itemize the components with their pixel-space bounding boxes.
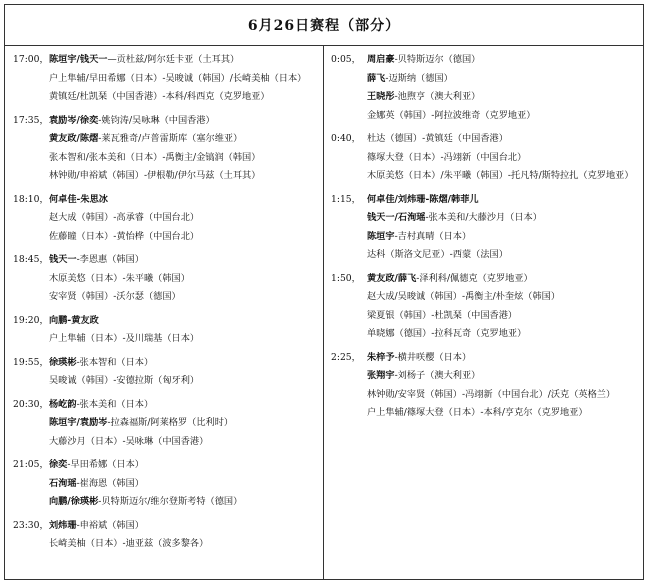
match-line	[323, 167, 643, 185]
match-line	[323, 228, 643, 246]
match-line	[5, 330, 323, 348]
opponent-text: —贡杜兹/阿尔廷卡亚（土耳其）	[107, 54, 240, 65]
match-line	[323, 325, 643, 343]
opponent-text: -贝特斯迈尔/维尔登斯考特（德国）	[98, 496, 243, 507]
chinese-player: 陈垣宇	[367, 230, 395, 242]
match-line	[5, 149, 323, 167]
match-players	[49, 51, 239, 69]
chinese-player: 张翔宇	[367, 370, 395, 381]
match-time: 1:15，	[331, 193, 361, 205]
opponent-text: 户上隼辅（日本）-及川瑞基（日本）	[49, 333, 200, 344]
match-players	[49, 228, 199, 246]
match-players	[49, 354, 153, 372]
match-players	[367, 130, 508, 148]
match-players	[367, 209, 542, 227]
opponent-text: -张本智和（日本）	[76, 356, 154, 368]
match-time: 17:35，	[13, 114, 49, 126]
match-time: 18:45，	[13, 254, 49, 265]
match-players	[367, 307, 517, 325]
opponent-text: 长崎美柚（日本）-迪亚兹（波多黎各）	[49, 538, 209, 549]
match-line	[5, 354, 323, 372]
match-players	[367, 270, 533, 288]
opponent-text: 木原美悠（日本）/朱平曦（韩国）-托凡特/斯特拉扎（克罗地亚）	[367, 170, 634, 181]
schedule-table	[4, 4, 644, 580]
match-players	[49, 456, 144, 474]
match-players	[49, 493, 242, 511]
match-players	[367, 246, 508, 264]
match-players	[49, 270, 190, 288]
match-line	[323, 246, 643, 264]
chinese-player: 杨屹韵	[49, 398, 77, 410]
match-time: 19:20，	[13, 314, 49, 326]
chinese-player: 向鹏-黄友政	[49, 314, 99, 326]
opponent-text: -崔海恩（韩国）	[76, 477, 144, 489]
match-players	[49, 517, 144, 535]
match-players	[49, 209, 199, 227]
opponent-text: -申裕斌（韩国）	[76, 519, 144, 531]
chinese-player: 何卓佳-朱思冰	[49, 193, 108, 205]
opponent-text: -吉村真晴（日本）	[394, 230, 472, 242]
opponent-text: 吴晙诚（韩国）-安德拉斯（匈牙利）	[49, 375, 200, 386]
opponent-text: 户上隼辅/早田希娜（日本）-吴晙诚（韩国）/长崎美柚（日本）	[49, 72, 307, 84]
chinese-player: 钱天一/石洵瑶	[367, 212, 426, 223]
chinese-player: 钱天一	[49, 254, 77, 265]
match-line	[323, 70, 643, 88]
match-players	[367, 404, 588, 422]
match-players	[49, 312, 99, 330]
match-line	[5, 70, 323, 88]
match-line	[5, 456, 323, 474]
opponent-text: 大藤沙月（日本）-吴咏琳（中国香港）	[49, 435, 209, 447]
match-players	[49, 167, 260, 185]
match-players	[49, 149, 260, 167]
match-line	[323, 270, 643, 288]
match-line	[323, 288, 643, 306]
opponent-text: 赵大成/吴晙诚（韩国）-禹衡主/朴奎炫（韩国）	[367, 291, 561, 302]
opponent-text: -张本美和/大藤沙月（日本）	[425, 212, 542, 223]
opponent-text: -李恩惠（韩国）	[76, 254, 144, 265]
match-line	[323, 367, 643, 385]
opponent-text: -姚钧涛/吴咏琳（中国香港）	[98, 114, 215, 126]
match-line	[5, 414, 323, 432]
match-line	[5, 51, 323, 69]
match-time: 20:30，	[13, 398, 49, 410]
match-players	[49, 288, 181, 306]
opponent-text: 黄镇廷/杜凯琹（中国香港）-本科/科西克（克罗地亚）	[49, 91, 270, 102]
match-line	[323, 149, 643, 167]
match-time: 2:25，	[331, 351, 361, 363]
match-line	[5, 288, 323, 306]
match-line	[5, 209, 323, 227]
opponent-text: -泽利科/佩德克（克罗地亚）	[416, 272, 533, 284]
opponent-text: -池煦亨（澳大利亚）	[394, 91, 481, 102]
match-players	[49, 475, 144, 493]
match-line	[5, 251, 323, 269]
match-line	[5, 475, 323, 493]
match-players	[367, 167, 634, 185]
opponent-text: 梁夏银（韩国）-杜凯琹（中国香港）	[367, 309, 518, 321]
match-line	[5, 112, 323, 130]
match-line	[323, 88, 643, 106]
opponent-text: -张本美和（日本）	[76, 398, 154, 410]
match-players	[367, 70, 453, 88]
chinese-player: 周启豪	[367, 54, 395, 65]
match-players	[49, 112, 215, 130]
match-players	[367, 386, 615, 404]
match-time: 0:40，	[331, 133, 361, 144]
match-line	[5, 130, 323, 148]
match-line	[5, 396, 323, 414]
match-line	[5, 88, 323, 106]
opponent-text: 木原美悠（日本）-朱平曦（韩国）	[49, 272, 190, 284]
match-time: 18:10，	[13, 193, 49, 205]
match-players	[367, 107, 535, 125]
match-line	[323, 307, 643, 325]
chinese-player: 陈垣宇/袁励岑	[49, 417, 108, 428]
opponent-text: -早田希娜（日本）	[67, 459, 144, 470]
match-players	[367, 149, 526, 167]
opponent-text: 林钟勋/申裕斌（韩国）-伊根勒/伊尔马兹（土耳其）	[49, 170, 261, 181]
match-time: 17:00，	[13, 54, 49, 65]
match-line	[323, 209, 643, 227]
match-line	[5, 228, 323, 246]
match-line	[323, 130, 643, 148]
match-line	[5, 167, 323, 185]
match-players	[49, 330, 199, 348]
chinese-player: 向鹏/徐瑛彬	[49, 496, 99, 507]
match-line	[323, 349, 643, 367]
opponent-text: -拉森福斯/阿莱格罗（比利时）	[107, 417, 234, 428]
match-line	[5, 191, 323, 209]
match-players	[49, 191, 108, 209]
match-time: 1:50，	[331, 272, 361, 284]
match-players	[367, 88, 480, 106]
opponent-text: 达科（斯洛文尼亚）-西蒙（法国）	[367, 249, 508, 260]
match-players	[367, 325, 526, 343]
match-time: 23:30，	[13, 519, 49, 531]
opponent-text: 张本智和/张本美和（日本）-禹衡主/金镐润（韩国）	[49, 151, 261, 163]
match-players	[367, 288, 560, 306]
chinese-player: 王晓彤	[367, 91, 395, 102]
match-line	[5, 493, 323, 511]
match-line	[323, 191, 643, 209]
match-time: 0:05，	[331, 54, 361, 65]
match-line	[5, 270, 323, 288]
opponent-text: 户上隼辅/篠塚大登（日本）-本科/亨克尔（克罗地亚）	[367, 407, 588, 418]
match-line	[5, 433, 323, 451]
chinese-player: 黄友政/陈熠	[49, 133, 99, 144]
match-players	[49, 414, 233, 432]
match-players	[49, 130, 242, 148]
match-players	[367, 349, 471, 367]
opponent-text: 金娜英（韩国）-阿拉波维奇（克罗地亚）	[367, 109, 536, 121]
match-line	[5, 535, 323, 553]
chinese-player: 陈垣宇/钱天一	[49, 54, 108, 65]
right-column	[323, 45, 643, 579]
match-line	[323, 107, 643, 125]
opponent-text: -贝特斯迈尔（德国）	[394, 54, 481, 65]
match-players	[49, 372, 199, 390]
match-players	[367, 367, 480, 385]
opponent-text: 佐藤瞳（日本）-黄怡桦（中国台北）	[49, 230, 200, 242]
match-players	[49, 251, 144, 269]
opponent-text: -刘杨子（澳大利亚）	[394, 370, 481, 381]
match-players	[367, 51, 480, 69]
match-players	[49, 70, 306, 88]
match-time: 19:55，	[13, 356, 49, 368]
match-line	[5, 312, 323, 330]
match-players	[49, 535, 208, 553]
opponent-text: -迈斯纳（德国）	[385, 72, 453, 84]
match-line	[323, 386, 643, 404]
opponent-text: 赵大成（韩国）-高承睿（中国台北）	[49, 212, 200, 223]
chinese-player: 薛飞	[367, 72, 386, 84]
chinese-player: 徐瑛彬	[49, 356, 77, 368]
chinese-player: 黄友政/薛飞	[367, 272, 417, 284]
match-line	[323, 404, 643, 422]
opponent-text: 杜达（德国）-黄镇廷（中国香港）	[367, 133, 508, 144]
match-line	[323, 51, 643, 69]
match-line	[5, 372, 323, 390]
chinese-player: 石洵瑶	[49, 477, 77, 489]
chinese-player: 刘炜珊	[49, 519, 77, 531]
chinese-player: 袁励岑/徐奕	[49, 114, 99, 126]
chinese-player: 何卓佳/刘炜珊-陈熠/韩菲儿	[367, 193, 479, 205]
page-title: 6月26日赛程（部分）	[5, 5, 643, 46]
match-line	[5, 517, 323, 535]
match-players	[49, 88, 270, 106]
match-players	[49, 433, 208, 451]
opponent-text: 林钟勋/安宰贤（韩国）-冯翊新（中国台北）/沃克（英格兰）	[367, 388, 616, 400]
left-column	[5, 45, 324, 579]
opponent-text: 篠塚大登（日本）-冯翊新（中国台北）	[367, 151, 527, 163]
opponent-text: 安宰贤（韩国）-沃尔瑟（德国）	[49, 291, 181, 302]
opponent-text: -莱瓦雅奇/卢普雷斯库（塞尔维亚）	[98, 133, 243, 144]
match-players	[367, 191, 479, 209]
chinese-player: 徐奕	[49, 459, 68, 470]
opponent-text: -横井咲樱（日本）	[394, 351, 472, 363]
match-players	[49, 396, 153, 414]
match-time: 21:05，	[13, 459, 49, 470]
chinese-player: 朱梓予	[367, 351, 395, 363]
opponent-text: 单晓娜（德国）-拉科瓦奇（克罗地亚）	[367, 328, 527, 339]
match-players	[367, 228, 471, 246]
